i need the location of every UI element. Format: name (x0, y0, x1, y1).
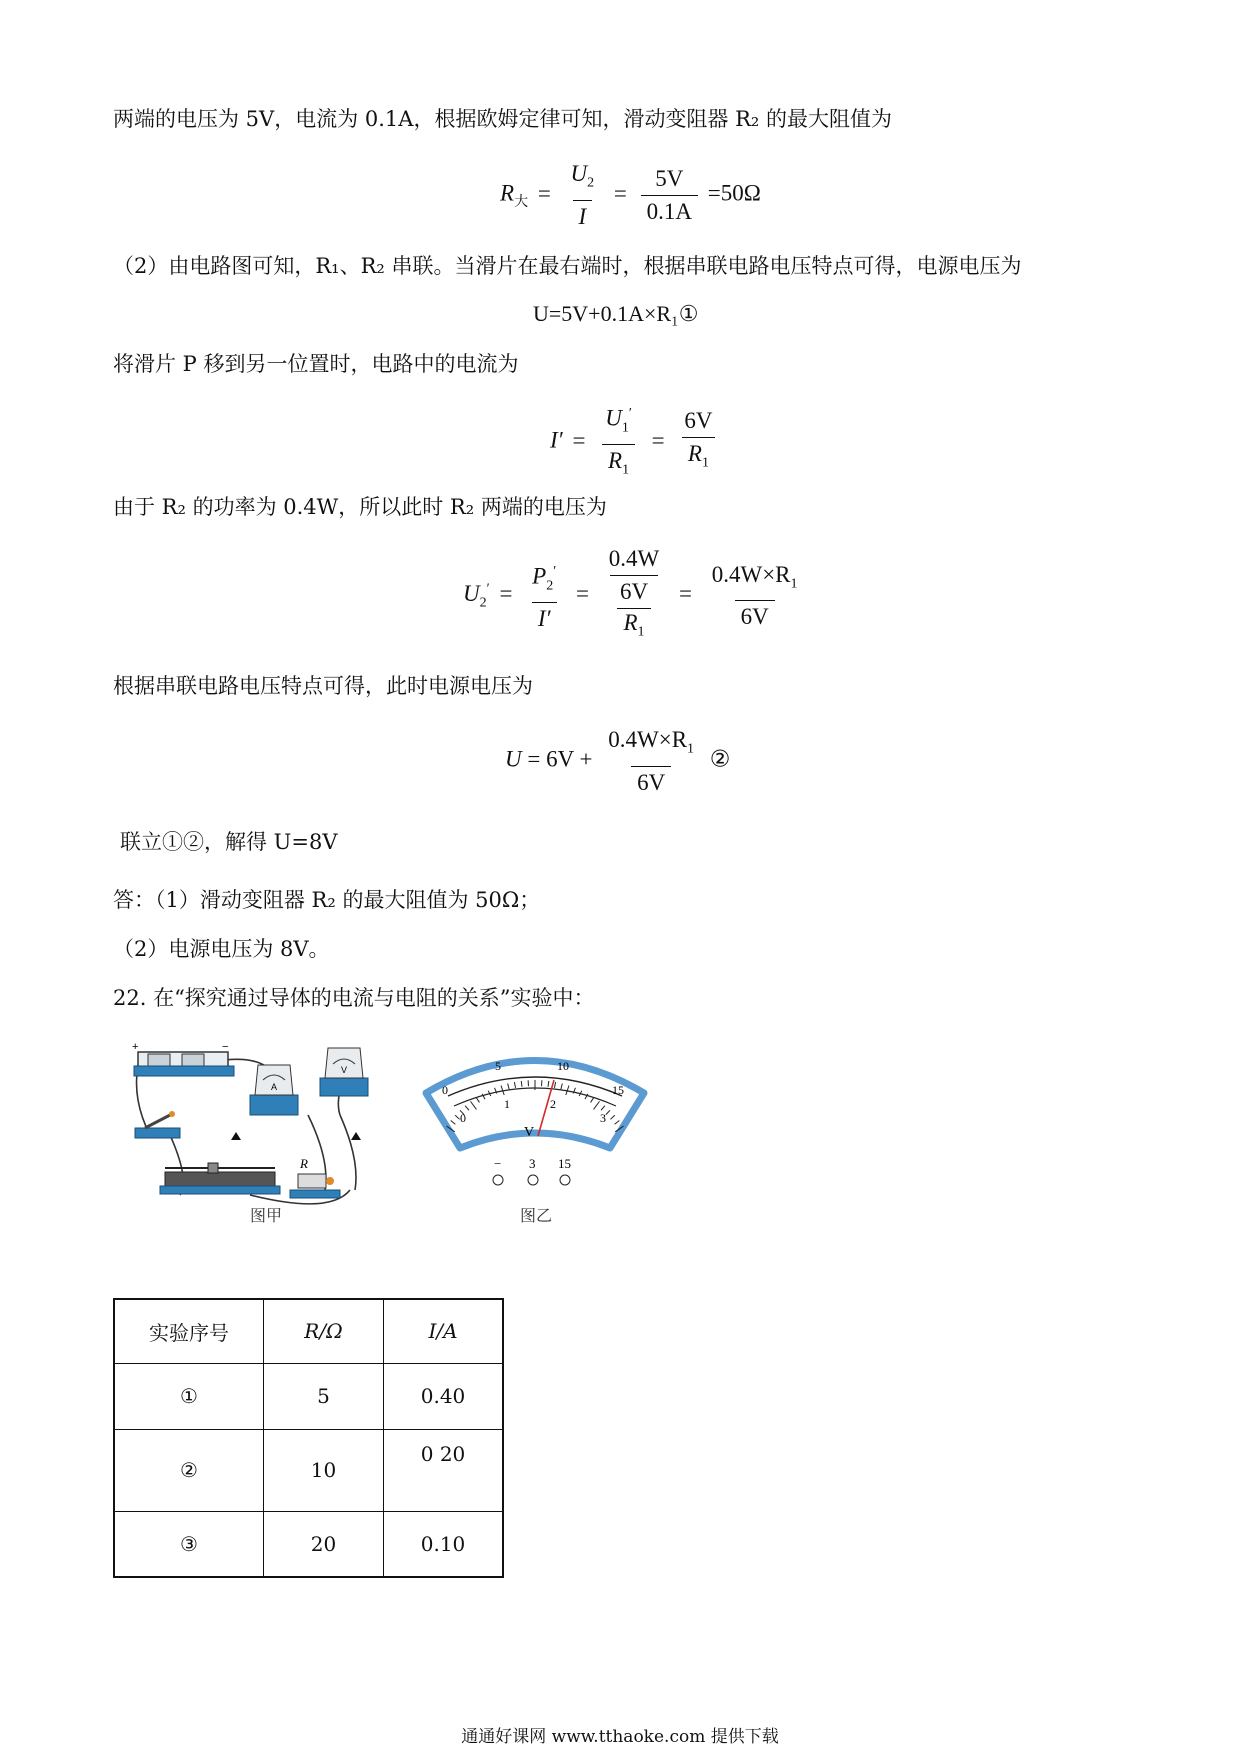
terminal-icon (560, 1175, 570, 1185)
table-cell: ③ (114, 1511, 264, 1577)
dial-upper-label: 0 (442, 1083, 448, 1097)
table-cell: 20 (264, 1511, 384, 1577)
ammeter-label: A (271, 1082, 278, 1092)
figure-yi-caption: 图乙 (520, 1208, 553, 1225)
text-line-7: 联立①②，解得 U=8V (120, 830, 338, 854)
rheostat-icon (160, 1163, 280, 1194)
text-line-2: （2）由电路图可知，R₁、R₂ 串联。当滑片在最右端时，根据串联电路电压特点可得，电源电压为 (113, 254, 1022, 278)
resistor-label: R (300, 1156, 308, 1171)
text-line-5: 由于 R₂ 的功率为 0.4W，所以此时 R₂ 两端的电压为 (113, 495, 607, 519)
question-22-title: 22. 在“探究通过导体的电流与电阻的关系”实验中： (113, 986, 595, 1010)
ammeter-icon (250, 1065, 298, 1115)
battery-minus-label: − (222, 1041, 229, 1053)
dial-lower-label: 3 (600, 1111, 606, 1125)
table-cell: 0 20 (384, 1429, 504, 1511)
voltmeter-icon (320, 1048, 368, 1096)
fraction: $\frac{6V}{R_1}$ (678, 407, 718, 478)
text-line-6: 根据串联电路电压特点可得，此时电源电压为 (113, 674, 533, 698)
fraction: $\frac{U_2}{I}$ (570, 161, 595, 229)
fraction: $\frac{5V}{0.1A}$ (641, 165, 698, 226)
text-line-1: 两端的电压为 5V，电流为 0.1A，根据欧姆定律可知，滑动变阻器 R₂ 的最大阻值为 (113, 107, 893, 131)
table-cell: ② (114, 1429, 264, 1511)
table-cell: 0.40 (384, 1363, 504, 1429)
table-header-row (114, 1299, 503, 1363)
table-header-cell: I/A (384, 1299, 504, 1363)
text-line-8: 答：（1）滑动变阻器 R₂ 的最大阻值为 50Ω； (113, 888, 541, 912)
terminal-label: − (494, 1156, 502, 1171)
formula-current: I′ = $\frac{U_1'}{R_1}$ = $\frac{6V}{R_1}$ (550, 400, 722, 485)
dial-upper-label: 10 (557, 1059, 569, 1073)
figure-yi-voltmeter (420, 1048, 650, 1198)
voltmeter-label: V (341, 1065, 348, 1075)
fraction: $\frac{P_2'}{I'}$ (532, 563, 557, 632)
formula-subscript: 大 (514, 195, 529, 211)
fraction: $\frac{0.4W}{\frac{6V}{R_1}}$ (603, 545, 665, 647)
figure-jia-caption: 图甲 (250, 1208, 283, 1225)
formula-symbol: R (500, 180, 515, 206)
page-footer: 通通好课网 www.tthaoke.com 提供下载 (461, 1727, 779, 1747)
text-line-4: 将滑片 P 移到另一位置时，电路中的电流为 (113, 352, 519, 376)
experiment-table (113, 1298, 504, 1578)
table-header-cell: 实验序号 (114, 1299, 264, 1363)
terminal-icon (493, 1175, 503, 1185)
terminal-label: 15 (558, 1156, 571, 1171)
dial-upper-label: 15 (612, 1083, 624, 1097)
formula-supply-voltage: U = 6V + $\frac{0.4W\times R_1}{6V}$ ② (505, 727, 731, 795)
dial-unit: V (524, 1125, 535, 1140)
dial-lower-label: 2 (550, 1097, 556, 1111)
table-row (114, 1363, 503, 1429)
battery-plus-label: + (132, 1041, 139, 1053)
resistor-icon (290, 1156, 340, 1198)
dial-lower-label: 0 (460, 1111, 466, 1125)
fraction: $\frac{0.4W\times R_1}{6V}$ (711, 561, 798, 630)
switch-icon (135, 1128, 180, 1138)
formula-result: =50Ω (707, 180, 761, 206)
dial-upper-label: 5 (495, 1059, 501, 1073)
fraction: $\frac{U_1'}{R_1}$ (599, 400, 638, 485)
text-line-3: U=5V+0.1A×R₁① (533, 301, 699, 326)
text-line-9: （2）电源电压为 8V。 (113, 937, 330, 961)
fraction: $\frac{0.4W\times R_1}{6V}$ (608, 727, 695, 795)
table-header-cell: R/Ω (264, 1299, 384, 1363)
table-cell: 5 (264, 1363, 384, 1429)
figure-jia-circuit (130, 1040, 410, 1230)
table-cell: 10 (264, 1429, 384, 1511)
table-cell: ① (114, 1363, 264, 1429)
table-row (114, 1511, 503, 1577)
table-row (114, 1429, 503, 1511)
formula-r-max: $R_大$ = $\frac{U_2}{I}$ = $\frac{5V}{0.1A}$ =50Ω (500, 161, 761, 229)
formula-u2: $U_2'$ = $\frac{P_2'}{I'}$ = $\frac{0.4W}{\frac{6V}{R_1}}$ = $\frac{0.4W\times R_1}{6V}$ (463, 545, 808, 647)
terminal-label: 3 (529, 1156, 536, 1171)
terminal-icon (528, 1175, 538, 1185)
table-cell: 0.10 (384, 1511, 504, 1577)
dial-lower-label: 1 (504, 1097, 510, 1111)
